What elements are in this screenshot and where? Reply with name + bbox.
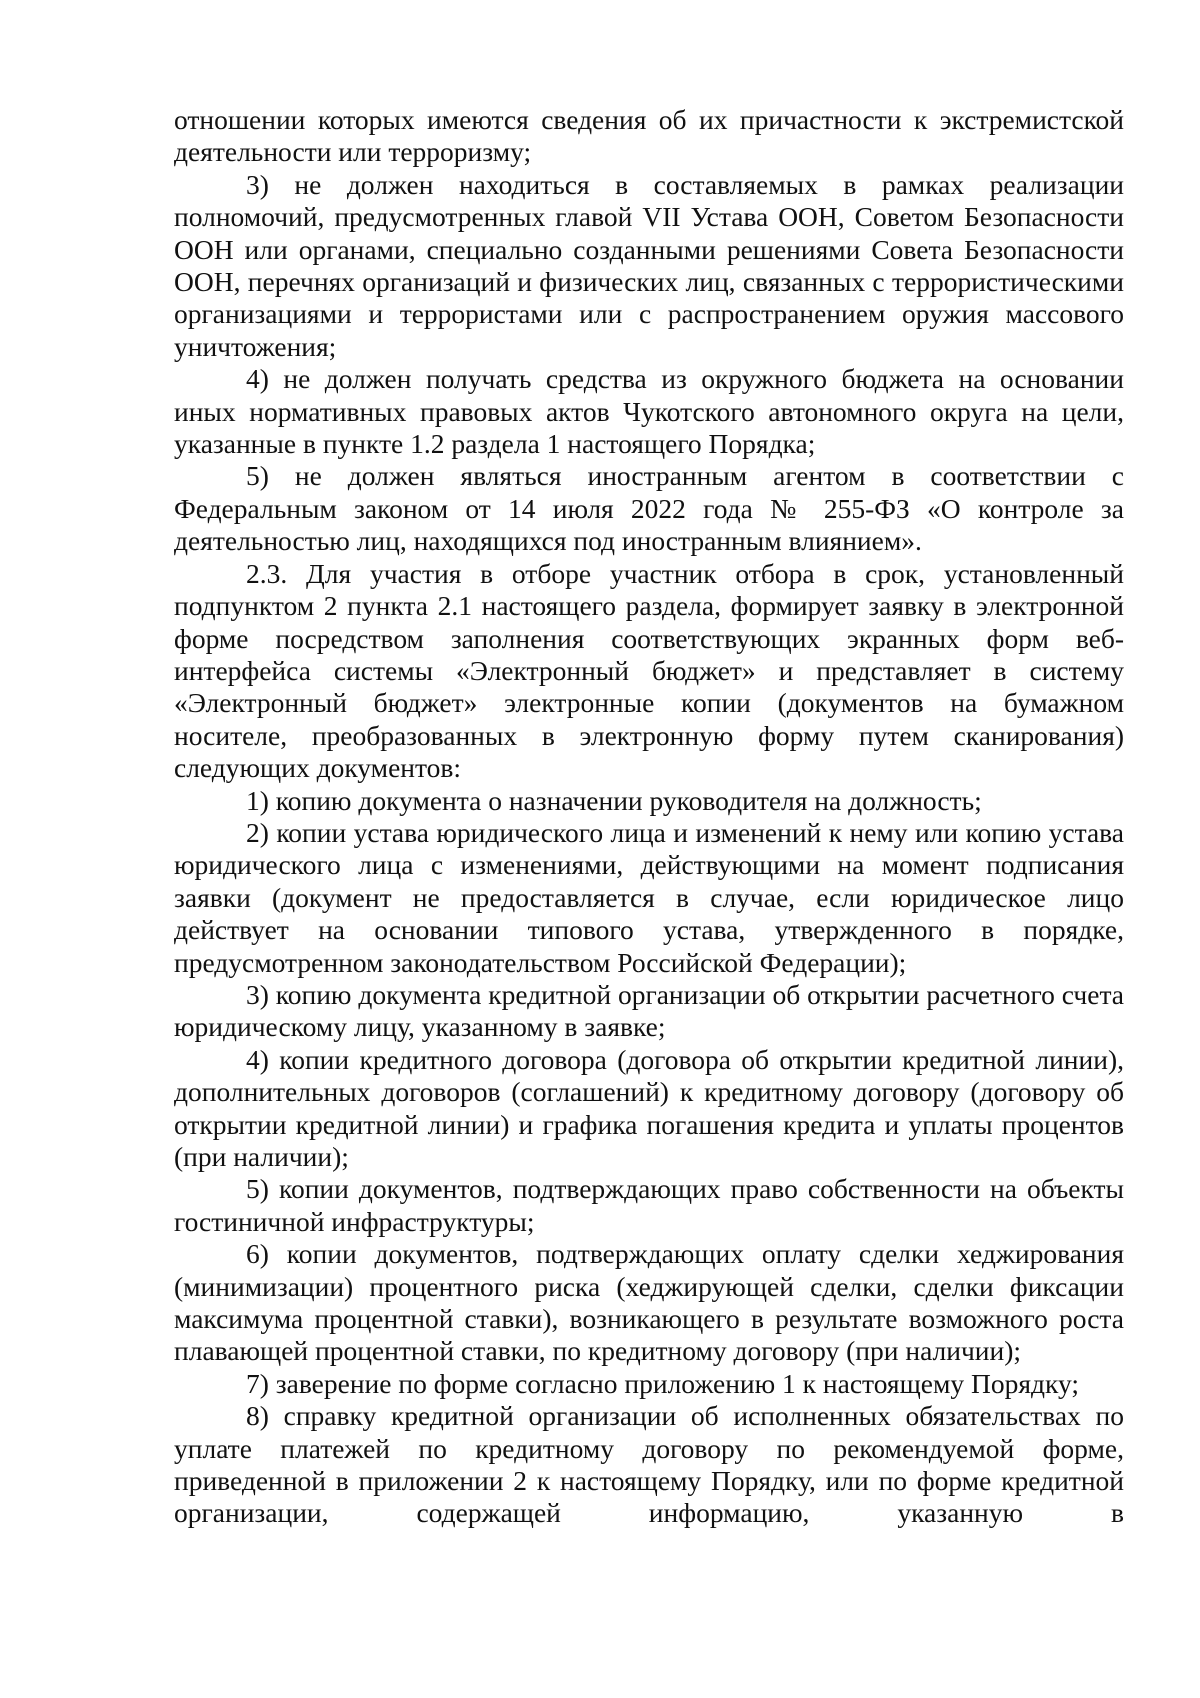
list-item-1: 1) копию документа о назначении руководителя на должность; [246, 784, 982, 816]
paragraph-continuation: отношении которых имеются сведения об их причастности к экстремистской деятельности или терроризму; [174, 104, 1124, 168]
list-item-3: 3) копию документа кредитной организации об открытии расчетного счета юридическому лицу, указанному в заявке; [174, 978, 1124, 1043]
list-item-2: 2) копии устава юридического лица и изменений к нему или копию устава юридического лица с изменениями, действующими на момент подписания заявки (документ не предоставляется в случае, если юридическое лицо действует на основании типового устава, утвержденного в порядке, предусмотренном законодательством Российской Федерации); [174, 816, 1124, 978]
paragraph-item-5: 5) не должен являться иностранным агентом в соответствии с Федеральным законом от 14 июля 2022 года № 255-ФЗ «О контроле за деятельностью лиц, находящихся под иностранным влиянием». [174, 460, 1124, 557]
paragraph-2-3: 2.3. Для участия в отборе участник отбора в срок, установленный подпунктом 2 пункта 2.1 настоящего раздела, формирует заявку в электронной форме посредством заполнения соответствующих экранных форм веб-интерфейса системы «Электронный бюджет» и представляет в систему «Электронный бюджет» электронные копии (документов на бумажном носителе, преобразованных в электронную форму путем сканирования) следующих документов: [174, 557, 1124, 784]
list-item-4: 4) копии кредитного договора (договора об открытии кредитной линии), дополнительных договоров (соглашений) к кредитному договору (договору об открытии кредитной линии) и графика погашения кредита и уплаты процентов (при наличии); [174, 1043, 1124, 1172]
list-item-7: 7) заверение по форме согласно приложению 1 к настоящему Порядку; [246, 1367, 1079, 1399]
list-item-6: 6) копии документов, подтверждающих оплату сделки хеджирования (минимизации) процентного риска (хеджирующей сделки, сделки фиксации максимума процентной ставки), возникающего в результате возможного роста плавающей процентной ставки, по кредитному договору (при наличии); [174, 1238, 1124, 1367]
document-page [174, 104, 1124, 1530]
list-item-5: 5) копии документов, подтверждающих право собственности на объекты гостиничной инфраструктуры; [174, 1173, 1124, 1237]
paragraph-item-4: 4) не должен получать средства из окружного бюджета на основании иных нормативных правовых актов Чукотского автономного округа на цели, указанные в пункте 1.2 раздела 1 настоящего Порядка; [174, 363, 1124, 460]
paragraph-item-3: 3) не должен находиться в составляемых в рамках реализации полномочий, предусмотренных главой VII Устава ООН, Советом Безопасности ООН или органами, специально созданными решениями Совета Безопасности ООН, перечнях организаций и физических лиц, связанных с террористическими организациями и террористами или с распространением оружия массового уничтожения; [174, 168, 1124, 362]
list-item-8: 8) справку кредитной организации об исполненных обязательствах по уплате платежей по кредитному договору по рекомендуемой форме, приведенной в приложении 2 к настоящему Порядку, или по форме кредитной организации, содержащей информацию, указанную в [174, 1400, 1124, 1529]
